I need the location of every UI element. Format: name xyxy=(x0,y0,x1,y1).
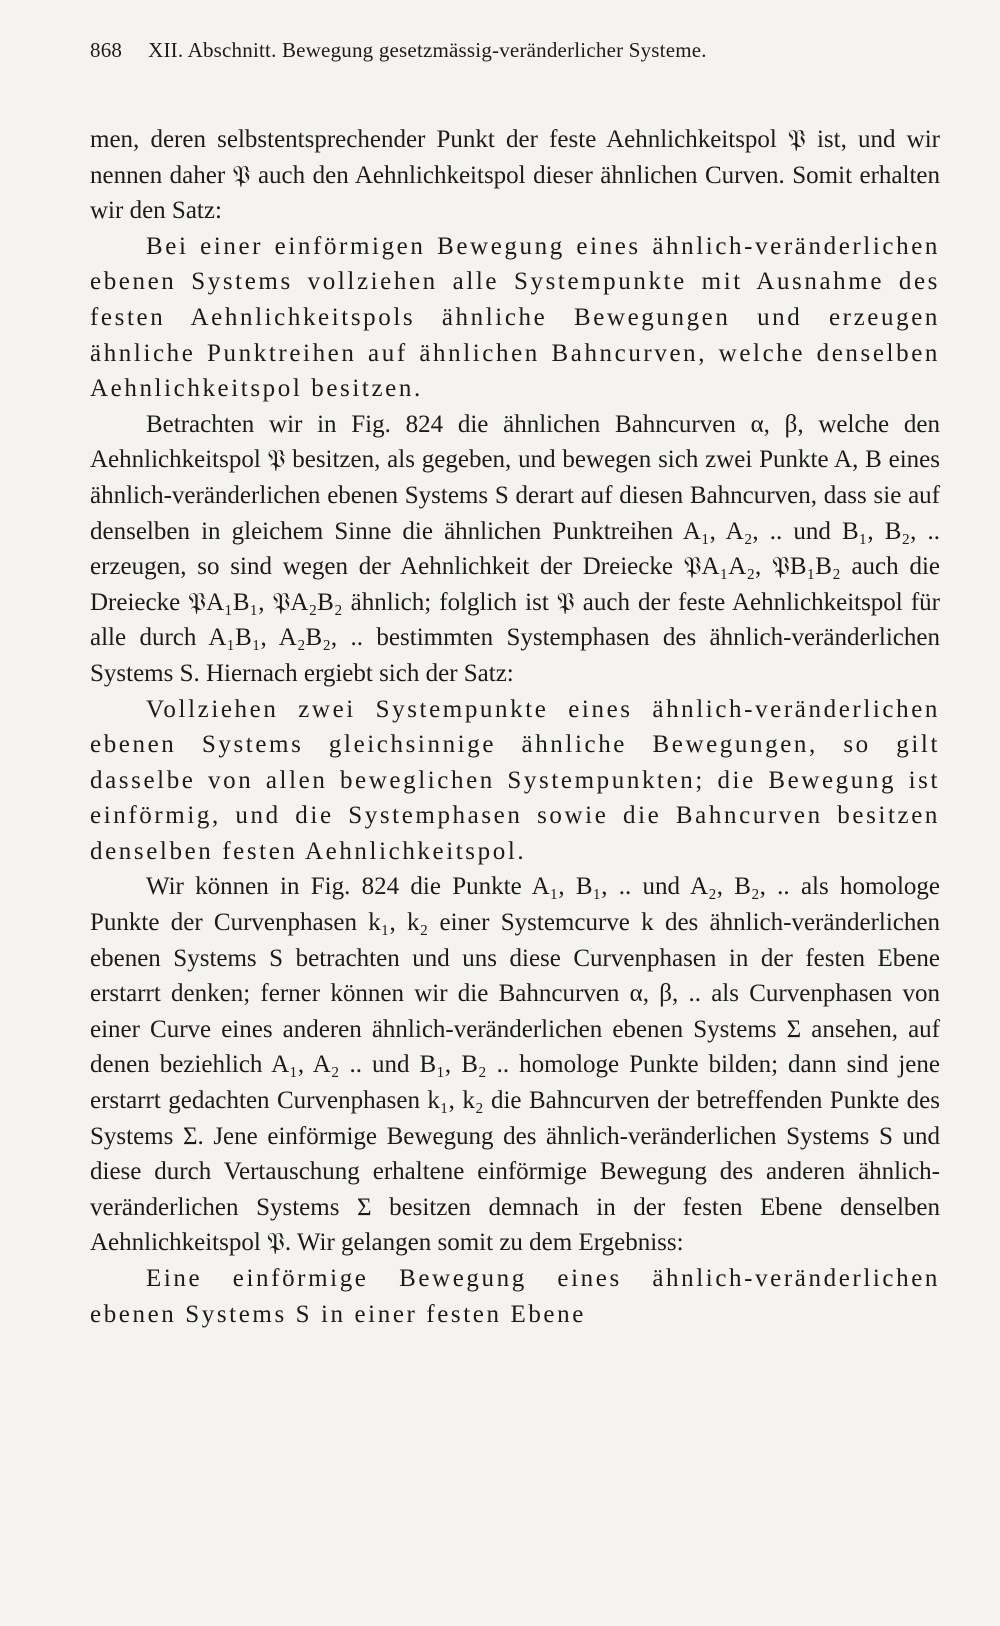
running-header xyxy=(90,38,940,74)
theorem-paragraph xyxy=(90,692,940,870)
theorem-text: Vollziehen zwei Systempunkte eines ähnlich-veränderlichen ebenen Systems gleichsinnige ähnliche Bewegungen, so gilt dasselbe von allen beweglichen Systempunkten; die Bewegung ist einförmig, und die Systemphasen sowie die Bahncurven besitzen denselben festen Aehnlichkeitspol. xyxy=(90,695,940,865)
paragraph-text: Betrachten wir in Fig. 824 die ähnlichen Bahncurven α, β, welche den Aehnlichkeitspol 𝔓 besitzen, als gegeben, und bewegen sich zwei Punkte A, B eines ähnlich-veränderlichen ebenen Systems S derart auf diesen Bahncurven, dass sie auf denselben in gleichem Sinne die ähnlichen Punktreihen A₁, A₂, .. und B₁, B₂, .. erzeugen, so sind wegen der Aehnlichkeit der Dreiecke 𝔓A₁A₂, 𝔓B₁B₂ auch die Dreiecke 𝔓A₁B₁, 𝔓A₂B₂ ähnlich; folglich ist 𝔓 auch der feste Aehnlichkeitspol für alle durch A₁B₁, A₂B₂, .. bestimmten Systemphasen des ähnlich-veränderlichen Systems S. Hiernach ergiebt sich der Satz: xyxy=(90,410,940,687)
paragraph-text: Wir können in Fig. 824 die Punkte A₁, B₁, .. und A₂, B₂, .. als homologe Punkte der Curvenphasen k₁, k₂ einer Systemcurve k des ähnlich-veränderlichen ebenen Systems S betrachten und uns diese Curvenphasen in der festen Ebene erstarrt denken; ferner können wir die Bahncurven α, β, .. als Curvenphasen von einer Curve eines anderen ähnlich-veränderlichen ebenen Systems Σ ansehen, auf denen beziehlich A₁, A₂ .. und B₁, B₂ .. homologe Punkte bilden; dann sind jene erstarrt gedachten Curvenphasen k₁, k₂ die Bahncurven der betreffenden Punkte des Systems Σ. Jene einförmige Bewegung des ähnlich-veränderlichen Systems S und diese durch Vertauschung erhaltene einförmige Bewegung des anderen ähnlich-veränderlichen Systems Σ besitzen demnach in der festen Ebene denselben Aehnlichkeitspol 𝔓. Wir gelangen somit zu dem Ergebniss: xyxy=(90,873,940,1257)
theorem-text: Bei einer einförmigen Bewegung eines ähnlich-veränderlichen ebenen Systems vollziehen alle Systempunkte mit Ausnahme des festen Aehnlichkeitspols ähnliche Bewegungen und erzeugen ähnliche Punktreihen auf ähnlichen Bahncurven, welche denselben Aehnlichkeitspol besitzen. xyxy=(90,232,940,403)
theorem-paragraph xyxy=(90,229,940,407)
paragraph-continuation xyxy=(90,122,940,229)
theorem-paragraph xyxy=(90,1261,940,1332)
page-number: 868 xyxy=(90,38,123,62)
running-title: XII. Abschnitt. Bewegung gesetzmässig-veränderlicher Systeme. xyxy=(148,38,707,62)
body-text xyxy=(90,122,940,1332)
paragraph xyxy=(90,407,940,692)
paragraph xyxy=(90,869,940,1261)
theorem-text: Eine einförmige Bewegung eines ähnlich-veränderlichen ebenen Systems S in einer festen Ebene xyxy=(90,1265,940,1328)
paragraph-text: men, deren selbstentsprechender Punkt der feste Aehnlichkeitspol 𝔓 ist, und wir nennen daher 𝔓 auch den Aehnlichkeitspol dieser ähnlichen Curven. Somit erhalten wir den Satz: xyxy=(90,126,940,225)
